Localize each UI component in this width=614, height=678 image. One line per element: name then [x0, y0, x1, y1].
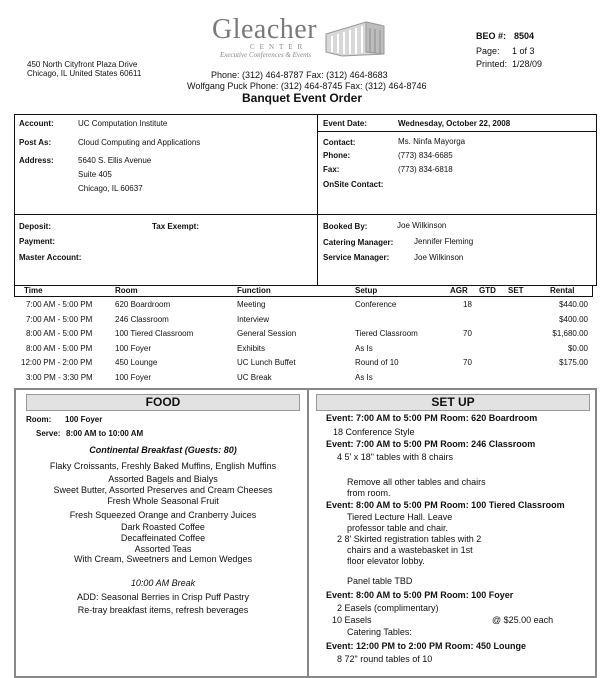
setup-item-line: 18 Conference Style — [333, 427, 415, 437]
row-function: General Session — [237, 329, 297, 338]
row-rental: $1,680.00 — [552, 329, 588, 338]
row-function: UC Break — [237, 373, 272, 382]
breakfast-item: Assorted Bagels and Bialys — [108, 474, 218, 484]
breakfast-item: Dark Roasted Coffee — [121, 522, 205, 532]
row-rental: $400.00 — [559, 315, 588, 324]
row-setup: Tiered Classroom — [355, 329, 418, 338]
payment-label: Payment: — [19, 237, 56, 246]
logo — [212, 14, 317, 59]
food-serve-label: Serve: — [36, 429, 61, 438]
food-serve-value: 8:00 AM to 10:00 AM — [66, 429, 144, 438]
food-room-label: Room: — [26, 415, 52, 424]
food-room-value: 100 Foyer — [65, 415, 103, 424]
info-divider — [317, 114, 318, 286]
setup-event-line: Event: 8:00 AM to 5:00 PM Room: 100 Tiered Classroom — [326, 500, 565, 510]
setup-item-line: 2 Easels (complimentary) — [337, 603, 439, 613]
printed-label: Printed: — [476, 59, 508, 69]
setup-note-line: chairs and a wastebasket in 1st — [347, 545, 473, 555]
page-number: 1 of 3 — [512, 46, 535, 56]
event-date-label: Event Date: — [323, 119, 368, 128]
setup-note-line: from room. — [347, 488, 391, 498]
booked-by-value: Joe Wilkinson — [397, 221, 447, 230]
setup-item-line: 4 5' x 18" tables with 8 chairs — [337, 452, 453, 462]
row-agr: 70 — [463, 358, 472, 367]
address-label: Address: — [19, 156, 54, 165]
setup-note-line: Tiered Lecture Hall. Leave — [347, 512, 453, 522]
row-setup: Round of 10 — [355, 358, 399, 367]
venue-address-line1: 450 North Cityfront Plaza Drive — [27, 60, 138, 69]
row-room: 100 Foyer — [115, 373, 152, 382]
col-header-function: Function — [237, 286, 271, 295]
col-header-rental: Rental — [550, 286, 575, 295]
row-time: 8:00 AM - 5:00 PM — [26, 344, 93, 353]
setup-note-line: professor table and chair. — [347, 523, 449, 533]
catering-manager-label: Catering Manager: — [323, 238, 394, 247]
lower-divider — [307, 388, 309, 678]
logo-center: CENTER — [250, 43, 308, 51]
beo-number: 8504 — [514, 31, 535, 41]
setup-item-line: 2 8' Skirted registration tables with 2 — [337, 534, 482, 544]
breakfast-item: Fresh Whole Seasonal Fruit — [107, 496, 219, 506]
contact-label: Contact: — [323, 138, 356, 147]
account-value: UC Computation Institute — [78, 119, 168, 128]
beo-label: BEO #: — [476, 31, 507, 41]
phone-label: Phone: — [323, 151, 351, 160]
master-account-label: Master Account: — [19, 253, 82, 262]
row-room: 450 Lounge — [115, 358, 158, 367]
address-line: 5640 S. Ellis Avenue — [78, 156, 152, 165]
service-manager-value: Joe Wilkinson — [414, 253, 464, 262]
easel-price: @ $25.00 each — [492, 615, 554, 625]
breakfast-item: Flaky Croissants, Freshly Baked Muffins, English Muffins — [49, 461, 277, 471]
row-room: 620 Boardroom — [115, 300, 171, 309]
account-label: Account: — [19, 119, 54, 128]
schedule-header-bar — [14, 285, 593, 297]
row-time: 3:00 PM - 3:30 PM — [26, 373, 93, 382]
page-title: Banquet Event Order — [242, 91, 363, 105]
col-header-set: SET — [508, 286, 524, 295]
info-hline — [14, 214, 597, 215]
setup-item-line: 10 Easels — [332, 615, 372, 625]
row-time: 12:00 PM - 2:00 PM — [21, 358, 93, 367]
deposit-label: Deposit: — [19, 222, 51, 231]
col-header-room: Room — [115, 286, 138, 295]
row-room: 246 Classroom — [115, 315, 169, 324]
break-item: ADD: Seasonal Berries in Crisp Puff Pastry — [77, 592, 249, 602]
setup-note-line: Remove all other tables and chairs — [347, 477, 486, 487]
fax-value: (773) 834-6818 — [398, 165, 453, 174]
page-label: Page: — [476, 46, 500, 56]
breakfast-item: Assorted Teas — [134, 544, 192, 554]
row-rental: $440.00 — [559, 300, 588, 309]
breakfast-title: Continental Breakfast (Guests: 80) — [89, 445, 237, 455]
onsite-contact-label: OnSite Contact: — [323, 180, 384, 189]
breakfast-item: Fresh Squeezed Orange and Cranberry Juices — [69, 510, 257, 520]
row-function: Interview — [237, 315, 270, 324]
row-agr: 70 — [463, 329, 472, 338]
logo-tagline: Executive Conferences & Events — [220, 51, 312, 59]
breakfast-item: Decaffeinated Coffee — [120, 533, 206, 543]
event-date-rule — [317, 131, 597, 132]
setup-note-line: floor elevator lobby. — [347, 556, 425, 566]
breakfast-item: With Cream, Sweetners and Lemon Wedges — [74, 554, 252, 564]
setup-event-line: Event: 12:00 PM to 2:00 PM Room: 450 Lounge — [326, 641, 527, 651]
wp-phone: Wolfgang Puck Phone: (312) 464-8745 Fax: (312) 464-8746 — [187, 81, 427, 91]
row-room: 100 Foyer — [115, 344, 152, 353]
fax-label: Fax: — [323, 165, 340, 174]
setup-event-line: Event: 8:00 AM to 5:00 PM Room: 100 Foyer — [326, 590, 514, 600]
postas-label: Post As: — [19, 138, 52, 147]
row-room: 100 Tiered Classroom — [115, 329, 194, 338]
phone-value: (773) 834-6685 — [398, 151, 453, 160]
setup-item-line: 8 72" round tables of 10 — [337, 654, 433, 664]
row-rental: $0.00 — [567, 344, 588, 353]
break-title: 10:00 AM Break — [130, 578, 196, 588]
setup-note-line: Catering Tables: — [347, 627, 412, 637]
col-header-agr: AGR — [450, 286, 468, 295]
break-item: Re-tray breakfast items, refresh beverages — [77, 605, 249, 615]
row-function: Meeting — [237, 300, 266, 309]
logo-name: Gleacher — [212, 14, 318, 45]
setup-heading: SET UP — [316, 394, 590, 411]
address-line: Suite 405 — [78, 170, 112, 179]
row-time: 7:00 AM - 5:00 PM — [26, 315, 93, 324]
postas-value: Cloud Computing and Applications — [78, 138, 201, 147]
row-setup: As Is — [355, 344, 373, 353]
row-rental: $175.00 — [559, 358, 588, 367]
col-header-setup: Setup — [355, 286, 378, 295]
setup-event-line: Event: 7:00 AM to 5:00 PM Room: 620 Boardroom — [326, 413, 538, 423]
venue-address-line2: Chicago, IL United States 60611 — [27, 69, 142, 78]
row-agr: 18 — [463, 300, 472, 309]
col-header-gtd: GTD — [479, 286, 496, 295]
row-time: 7:00 AM - 5:00 PM — [26, 300, 93, 309]
tax-exempt-label: Tax Exempt: — [152, 222, 199, 231]
setup-note-line: Panel table TBD — [347, 576, 413, 586]
row-function: UC Lunch Buffet — [237, 358, 296, 367]
contact-value: Ms. Ninfa Mayorga — [398, 137, 466, 146]
breakfast-item: Sweet Butter, Assorted Preserves and Cream Cheeses — [53, 485, 273, 495]
event-date-value: Wednesday, October 22, 2008 — [398, 119, 511, 128]
food-heading: FOOD — [26, 394, 300, 411]
booked-by-label: Booked By: — [323, 222, 368, 231]
col-header-time: Time — [24, 286, 43, 295]
row-time: 8:00 AM - 5:00 PM — [26, 329, 93, 338]
setup-event-line: Event: 7:00 AM to 5:00 PM Room: 246 Classroom — [326, 439, 536, 449]
address-line: Chicago, IL 60637 — [78, 184, 143, 193]
printed-date: 1/28/09 — [512, 59, 543, 69]
venue-phone: Phone: (312) 464-8787 Fax: (312) 464-8683 — [211, 70, 388, 80]
row-setup: Conference — [355, 300, 397, 309]
service-manager-label: Service Manager: — [323, 253, 390, 262]
row-function: Exhibits — [237, 344, 266, 353]
row-setup: As Is — [355, 373, 373, 382]
catering-manager-value: Jennifer Fleming — [414, 237, 474, 246]
building-icon — [322, 14, 386, 58]
